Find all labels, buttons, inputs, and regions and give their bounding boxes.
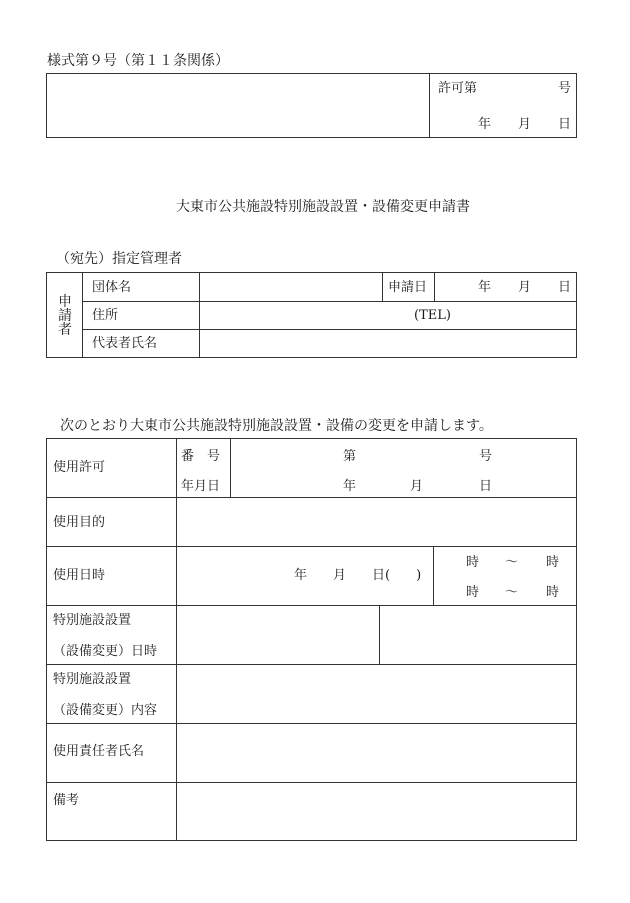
responsible-person-label: 使用責任者氏名 <box>53 744 145 759</box>
remarks-field[interactable] <box>177 783 576 840</box>
permit-number-suffix: 号 <box>558 81 572 96</box>
usage-datetime-label: 使用日時 <box>53 568 106 583</box>
install-content-field[interactable] <box>177 665 576 722</box>
org-name-label: 団体名 <box>92 280 132 295</box>
time-column-divider <box>433 546 434 605</box>
addressee: （宛先）指定管理者 <box>56 251 182 267</box>
permit-day-label: 日 <box>558 117 572 132</box>
applicant-side-char-3: 者 <box>58 322 72 338</box>
document-title: 大東市公共施設特別施設設置・設備変更申請書 <box>176 199 470 215</box>
time-row-2-sep: ～ <box>505 585 519 600</box>
permit-day-unit: 日 <box>479 479 493 494</box>
install-datetime-label-line-1: 特別施設設置 <box>53 613 132 628</box>
applicant-date-divider-1 <box>382 272 383 301</box>
org-name-field[interactable] <box>200 273 381 300</box>
details-row-line-2 <box>46 546 577 547</box>
permit-number-label: 許可第 <box>438 81 478 96</box>
tel-label: (TEL) <box>414 308 451 323</box>
permit-box-divider <box>429 73 430 138</box>
usage-permit-label: 使用許可 <box>53 460 106 475</box>
permit-year-unit: 年 <box>343 479 357 494</box>
address-label: 住所 <box>92 308 119 323</box>
permit-number-label: 番 号 <box>181 449 221 464</box>
application-day-label: 日 <box>558 280 572 295</box>
applicant-side-char-2: 請 <box>58 308 72 324</box>
permit-year-label: 年 <box>478 117 492 132</box>
representative-field[interactable] <box>200 330 576 357</box>
remarks-label: 備考 <box>53 793 80 808</box>
time-row-1-to: 時 <box>546 555 560 570</box>
form-number: 様式第９号（第１１条関係） <box>47 53 229 69</box>
permit-sub-divider <box>230 438 231 497</box>
install-content-label-line-1: 特別施設設置 <box>53 672 132 687</box>
address-field[interactable] <box>200 302 576 328</box>
install-datetime-label-line-2: （設備変更）日時 <box>53 644 158 659</box>
applicant-date-divider-2 <box>434 272 435 301</box>
usage-purpose-field[interactable] <box>177 498 576 545</box>
application-month-label: 月 <box>518 280 532 295</box>
permit-month-label: 月 <box>518 117 532 132</box>
usage-purpose-label: 使用目的 <box>53 515 106 530</box>
time-row-2-to: 時 <box>546 585 560 600</box>
application-year-label: 年 <box>478 280 492 295</box>
install-datetime-field-1[interactable] <box>177 606 378 663</box>
permit-month-unit: 月 <box>410 479 424 494</box>
responsible-person-field[interactable] <box>177 724 576 781</box>
permit-no-prefix: 第 <box>343 449 357 464</box>
install-datetime-field-2[interactable] <box>380 606 576 663</box>
install-content-label-line-2: （設備変更）内容 <box>53 703 158 718</box>
usage-date-text: 年 月 日( ) <box>294 568 422 583</box>
time-row-1-sep: ～ <box>505 555 519 570</box>
time-row-2-from: 時 <box>466 585 480 600</box>
time-row-1-from: 時 <box>466 555 480 570</box>
representative-label: 代表者氏名 <box>92 336 158 351</box>
application-date-label: 申請日 <box>388 280 428 295</box>
applicant-side-char-1: 申 <box>58 294 72 310</box>
permit-date-label: 年月日 <box>181 479 221 494</box>
permit-reference-box <box>46 73 577 138</box>
application-statement: 次のとおり大東市公共施設特別施設設置・設備の変更を申請します。 <box>60 418 493 434</box>
applicant-side-divider <box>82 272 83 358</box>
permit-no-suffix: 号 <box>479 449 493 464</box>
